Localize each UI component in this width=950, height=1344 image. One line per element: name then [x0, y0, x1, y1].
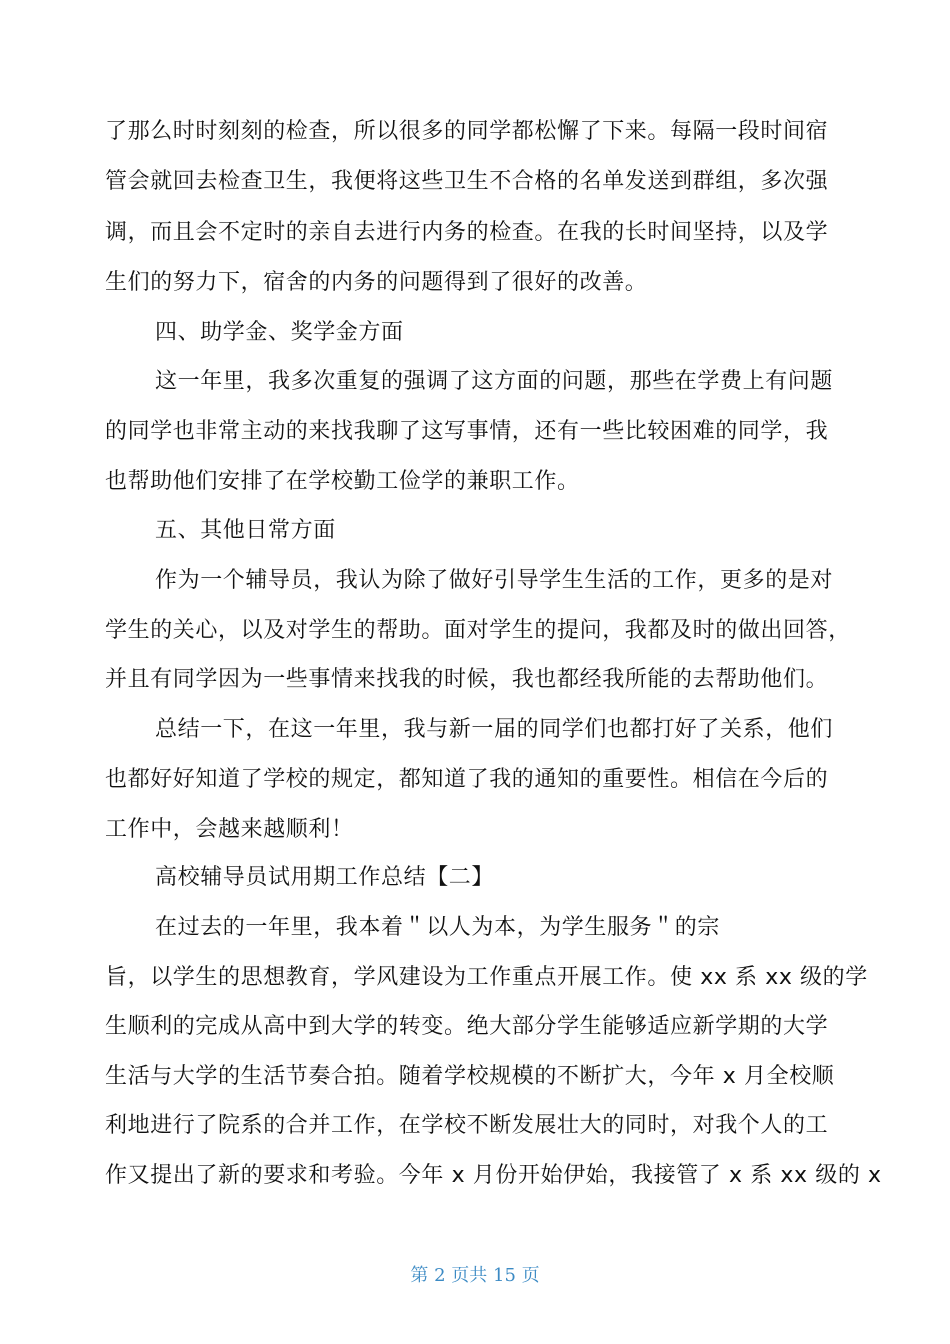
body-text-line: 并且有同学因为一些事情来找我的时候，我也都经我所能的去帮助他们。: [105, 667, 829, 692]
body-text-line: 管会就回去检查卫生，我便将这些卫生不合格的名单发送到群组，多次强: [105, 169, 829, 194]
body-text-line: 了那么时时刻刻的检查，所以很多的同学都松懈了下来。每隔一段时间宿: [105, 119, 829, 144]
body-text-line: 也都好好知道了学校的规定，都知道了我的通知的重要性。相信在今后的: [105, 767, 829, 792]
section-heading: 四、助学金、奖学金方面: [155, 320, 404, 345]
section-title: 高校辅导员试用期工作总结【二】: [155, 865, 495, 890]
body-text-line: 作又提出了新的要求和考验。今年 x 月份开始伊始，我接管了 x 系 xx 级的 x: [105, 1163, 882, 1188]
body-text-line: 调，而且会不定时的亲自去进行内务的检查。在我的长时间坚持，以及学: [105, 220, 829, 245]
body-text-line: 工作中，会越来越顺利！: [105, 817, 354, 842]
body-text-line: 也帮助他们安排了在学校勤工俭学的兼职工作。: [105, 469, 580, 494]
body-text-line: 旨，以学生的思想教育，学风建设为工作重点开展工作。使 xx 系 xx 级的学: [105, 965, 868, 990]
body-text-line: 的同学也非常主动的来找我聊了这写事情，还有一些比较困难的同学，我: [105, 419, 829, 444]
body-text-line: 在过去的一年里，我本着＂以人为本，为学生服务＂的宗: [155, 915, 721, 940]
body-text-line: 利地进行了院系的合并工作，在学校不断发展壮大的同时，对我个人的工: [105, 1113, 829, 1138]
section-heading: 五、其他日常方面: [155, 518, 336, 543]
body-text-line: 学生的关心，以及对学生的帮助。面对学生的提问，我都及时的做出回答，: [105, 618, 851, 643]
page-number-footer: 第 2 页共 15 页: [410, 1265, 540, 1286]
body-text-line: 总结一下，在这一年里，我与新一届的同学们也都打好了关系，他们: [155, 717, 834, 742]
body-text-line: 作为一个辅导员，我认为除了做好引导学生生活的工作，更多的是对: [155, 568, 834, 593]
body-text-line: 这一年里，我多次重复的强调了这方面的问题，那些在学费上有问题: [155, 369, 834, 394]
body-text-line: 生顺利的完成从高中到大学的转变。绝大部分学生能够适应新学期的大学: [105, 1014, 829, 1039]
body-text-line: 生活与大学的生活节奏合拍。随着学校规模的不断扩大，今年 x 月全校顺: [105, 1064, 835, 1089]
body-text-line: 生们的努力下，宿舍的内务的问题得到了很好的改善。: [105, 270, 648, 295]
